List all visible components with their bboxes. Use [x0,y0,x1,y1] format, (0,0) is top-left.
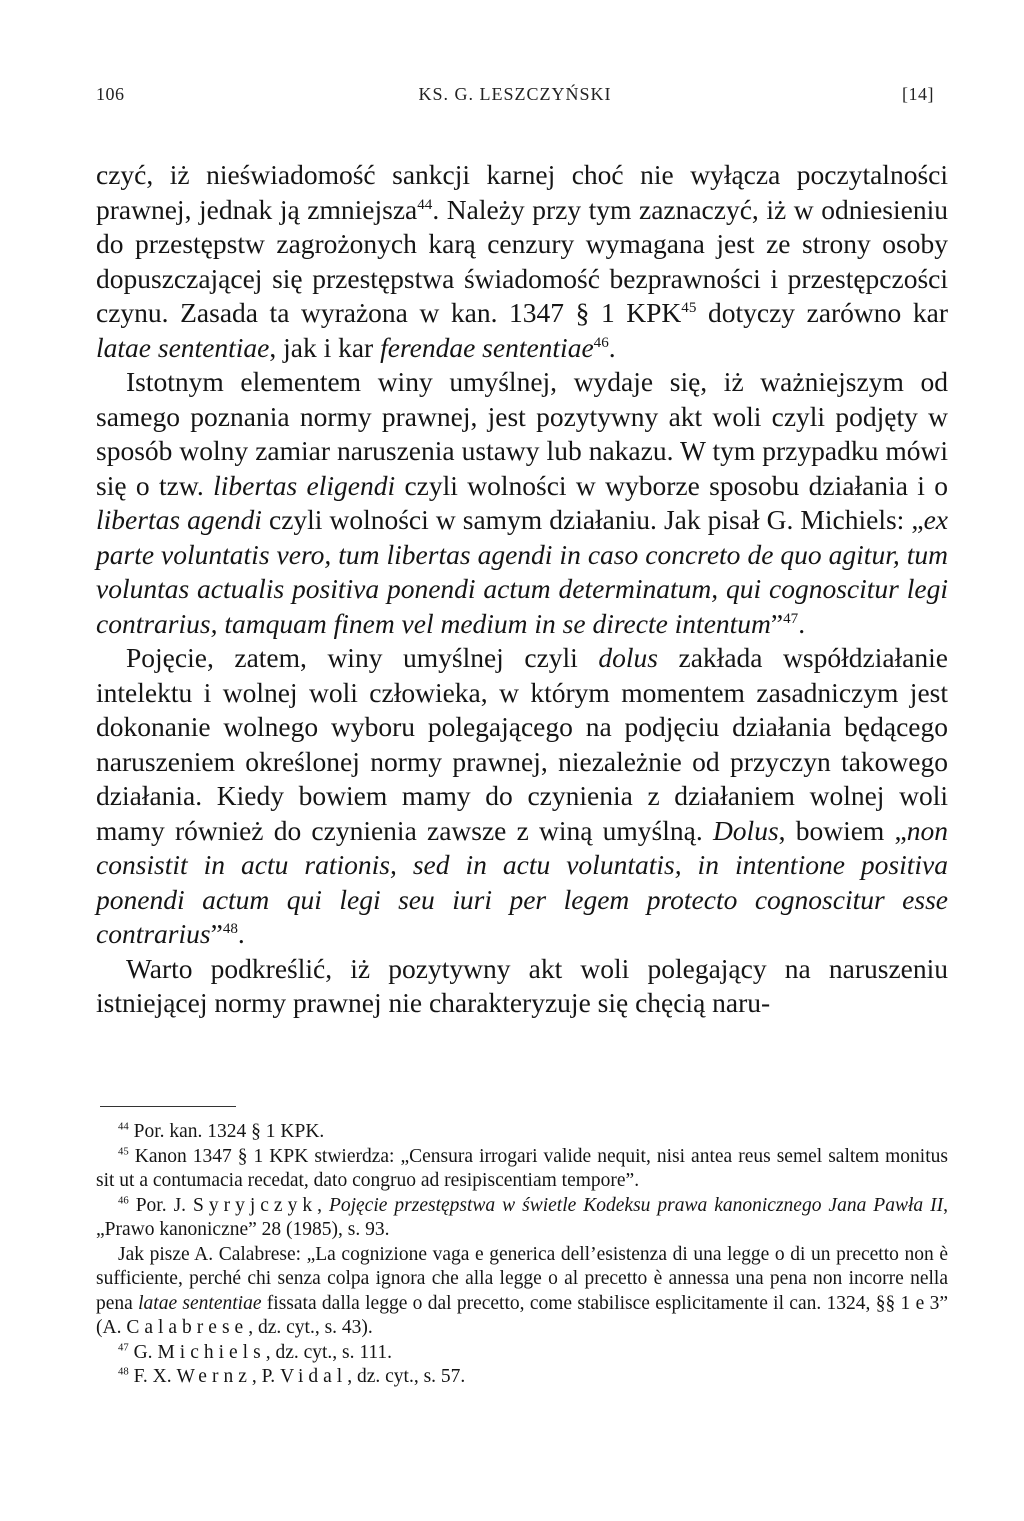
text-run: ” [210,918,223,949]
italic-term: Dolus [712,814,779,846]
footnote-text: , P. [251,1366,281,1387]
footnote-text: , dz. cyt., s. 57. [347,1366,466,1387]
italic-term: latae sententiae [96,331,270,363]
text-run: dotyczy zarówno kar [696,297,948,328]
text-run: . [608,331,616,363]
footnote-mark: 47 [118,1341,129,1353]
footnote-ref-45[interactable]: 45 [681,299,697,316]
footnote-text: fissata dalla legge o dal precetto, come stabilisce esplicitamente il can. 1324, §§ 1 e 3” (A. [96,1292,948,1338]
text-run: , jak i kar [269,331,381,363]
author-name: Calabrese [126,1317,249,1338]
footnotes [96,1120,948,1390]
footnote-text: , [317,1194,329,1216]
italic-quote: non consistit in actu rationis, sed in actu voluntatis, in intentione positiva ponendi actum qui legi seu iuri per legem protecto cognoscitur esse contrarius [96,814,948,949]
text-run: . [237,918,245,949]
footnote-47 [96,1341,948,1366]
page-number: 106 [96,84,125,104]
text-run: , bowiem „ [778,814,907,846]
text-run: Warto podkreślić, iż pozytywny akt woli polegający na naruszeniu istniejącej normy prawnej nie charakteryzuje się chęcią naru- [96,952,948,1018]
text-run: Pojęcie, zatem, winy umyślnej czyli [126,642,599,673]
footnote-ref-47[interactable]: 47 [783,610,799,627]
italic-term: libertas eligendi [213,469,396,501]
footnote-text: Por. kan. 1324 § 1 KPK. [128,1121,325,1142]
footnote-mark: 45 [118,1145,129,1157]
footnote-text: Kanon 1347 § 1 KPK stwierdza: „Censura irrogari valide nequit, nisi antea reus semel saltem monitus sit ut a contumacia recedat, dato congruo ad resipiscentiam tempore”. [96,1145,948,1191]
running-head-author: KS. G. LESZCZYŃSKI [418,84,612,104]
footnote-48 [96,1365,948,1390]
text-run: czyć, iż nieświadomość sankcji karnej choć nie wyłącza poczytalności prawnej, jednak ją zmniejsza [96,159,948,225]
italic-term: libertas agendi [96,504,262,535]
text-run: czyli wolności w wyborze sposobu działania i o [395,469,948,501]
text-run: Istotnym elementem winy umyślnej, wydaje się, iż ważniejszym od samego poznania normy prawnej, jest pozytywny akt woli czyli podjęty w sposób wolny zamiar naruszenia ustawy lub nakazu. W tym przypadku mówi się o tzw. [96,366,948,501]
paragraph-1 [96,158,948,365]
text-run: zakłada współdziałanie intelektu i wolnej woli człowieka, w którym momentem zasadniczym jest dokonanie wolnego wyboru polegającego na podjęciu działania będącego naruszeniem określonej normy prawnej, niezależnie od przyczyn takowego działania. Kiedy bowiem mamy do czynienia z działaniem wolnej woli mamy również do czynienia zawsze z winą umyślną. [96,642,948,846]
author-name: Wernz [176,1366,252,1387]
footnote-45 [96,1145,948,1194]
footnote-divider [100,1106,236,1107]
footnote-ref-48[interactable]: 48 [222,920,238,937]
footnote-text: , dz. cyt., s. 111. [265,1341,393,1363]
italic-term: ferendae sententiae [380,331,594,363]
footnote-text: G. [128,1341,158,1363]
paragraph-4 [96,952,948,1021]
italic-quote: ex parte voluntatis vero, tum libertas agendi in caso concreto de quo agitur, tum voluntas actualis positiva ponendi actum determinatum, qui cognoscitur legi contrarius, tamquam finem vel medium in se directe intentum [96,504,948,639]
footnote-text: Por. J. [128,1194,194,1216]
footnote-text: , „Prawo kanoniczne” 28 (1985), s. 93. [96,1194,948,1240]
italic-term: dolus [598,642,658,673]
text-run: . [798,607,806,639]
running-head [96,84,934,114]
footnote-text: Jak pisze A. Calabrese: „La cognizione vaga e generica dell’esistenza di una legge o di un precetto non è sufficiente, perché chi senza colpa ignora che alla legge o al precetto è annessa una pena non incorre nella pena [96,1243,948,1314]
author-name: Syryjczyk [193,1194,318,1216]
footnote-mark: 46 [118,1194,129,1206]
paragraph-3 [96,641,948,952]
section-number: [14] [902,84,934,104]
author-name: Michiels [157,1341,266,1363]
italic-term: latae sententiae [138,1292,262,1314]
author-name: Vidal [280,1366,348,1387]
paragraph-2 [96,365,948,641]
footnote-mark: 44 [118,1120,129,1133]
footnote-44 [96,1120,948,1145]
footnote-text: F. X. [128,1366,177,1387]
footnote-46 [96,1194,948,1243]
text-run: . Należy przy tym zaznaczyć, iż w odniesieniu do przestępstw zagrożonych karą cenzury wymagana jest ze strony osoby dopuszczającej się przestępstwa świadomość bezprawności i przestępczości czynu. Zasada ta wyrażona w kan. 1347 § 1 KPK [96,193,948,328]
work-title: Pojęcie przestępstwa w świetle Kodeksu prawa kanonicznego Jana Pawła II [328,1194,944,1216]
text-run: ” [770,607,784,639]
footnote-text: , dz. cyt., s. 43). [248,1317,373,1338]
footnote-ref-44[interactable]: 44 [417,196,433,213]
footnote-ref-46[interactable]: 46 [593,334,609,351]
footnote-46-continued [96,1243,948,1341]
footnote-mark: 48 [118,1365,129,1378]
main-text [96,158,948,1021]
text-run: czyli wolności w samym działaniu. Jak pisał G. Michiels: „ [261,504,924,535]
